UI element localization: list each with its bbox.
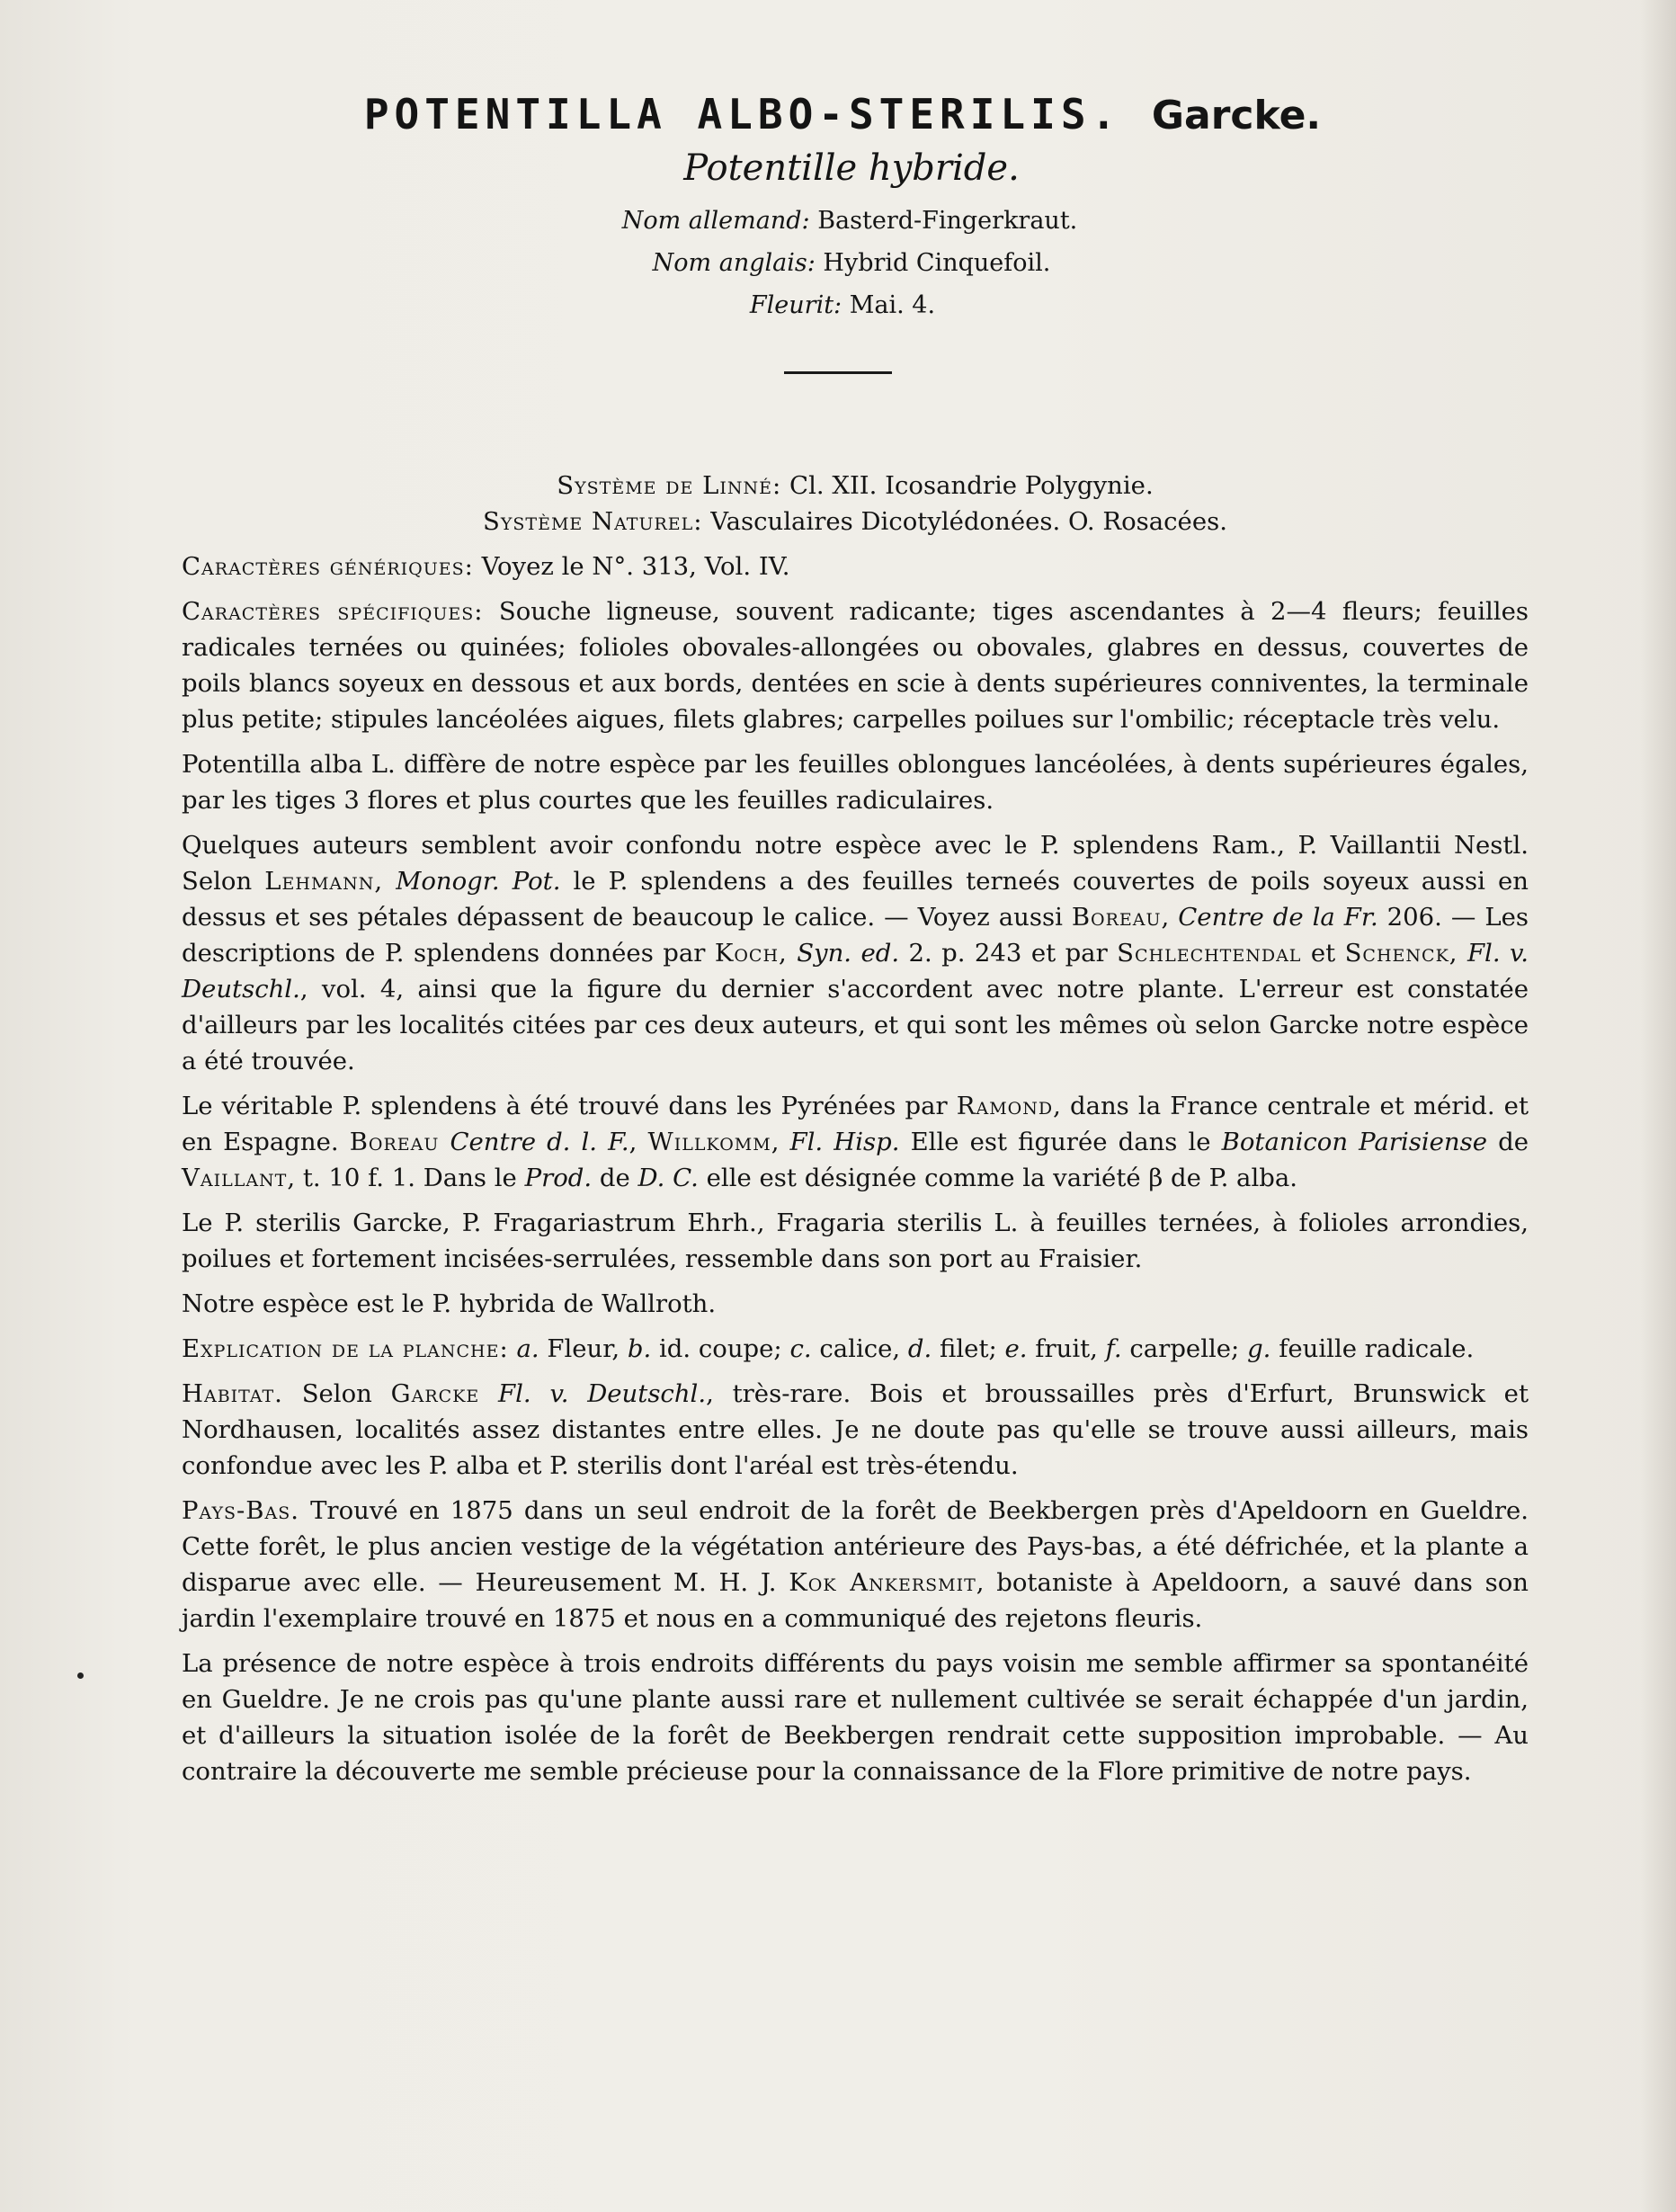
paragraph-sterilis: Le P. sterilis Garcke, P. Fragariastrum Ehrh., Fragaria sterilis L. à feuilles ternées, à folioles arrondies, poilues et fortement incisées-serrulées, ressemble dans son port au Fraisier. xyxy=(182,1209,1529,1273)
author-kok-ankersmit: Kok Ankersmit xyxy=(789,1568,976,1597)
author-willkomm: Willkomm xyxy=(647,1128,771,1156)
ref-monogr: Monogr. Pot. xyxy=(396,867,561,896)
english-name-label: Nom anglais: xyxy=(652,249,816,277)
text-run: 206. — Les descriptions de P. splendens données par xyxy=(182,903,1529,968)
bloom-line xyxy=(9,284,1676,326)
ref-flhisp: Fl. Hisp. xyxy=(789,1128,900,1156)
paragraph-hybrida: Notre espèce est le P. hybrida de Wallroth. xyxy=(182,1289,717,1318)
key-f: f. xyxy=(1105,1334,1122,1363)
text-run: , dans la France centrale et mérid. et en Espagne. xyxy=(182,1092,1529,1156)
author-schlechtendal: Schlechtendal xyxy=(1117,939,1302,968)
naturel-line xyxy=(182,504,1529,540)
text-run: de xyxy=(1498,1128,1529,1156)
main-text xyxy=(182,468,1529,1789)
key-b: b. xyxy=(627,1334,652,1363)
author-garcke: Garcke xyxy=(390,1379,480,1408)
linne-label: Système de Linné: xyxy=(557,471,782,500)
text-run: de xyxy=(599,1164,630,1192)
page-subtitle: Potentille hybride. xyxy=(683,147,1020,189)
author-boreau: Boreau xyxy=(1071,903,1162,932)
text-run: Elle est figurée dans le xyxy=(910,1128,1211,1156)
specific-characters xyxy=(182,593,1529,737)
text-run: , t. 10 f. 1. Dans le xyxy=(287,1164,517,1192)
key-g: g. xyxy=(1247,1334,1271,1363)
author-boreau: Boreau xyxy=(349,1128,440,1156)
key-f-text: carpelle; xyxy=(1129,1334,1240,1363)
text-run: elle est désignée comme la variété β de P. alba. xyxy=(706,1164,1297,1192)
author-vaillant: Vaillant xyxy=(182,1164,288,1192)
bloom-label: Fleurit: xyxy=(749,291,842,319)
species-author: Garcke. xyxy=(1151,93,1322,138)
paragraph-presence: La présence de notre espèce à trois endroits différents du pays voisin me semble affirmer sa spontanéité en Gueldre. Je ne crois pas qu'une plante aussi rare et nullement cultivée se serait échappée d'un jardin, et d'ailleurs la situation isolée de la forêt de Beekbergen rendrait cette supposition improbable. — Au contraire la découverte me semble précieuse pour la connaissance de la Flore primitive de notre pays. xyxy=(182,1649,1529,1786)
author-schenck: Schenck, xyxy=(1344,939,1458,968)
text-run: Le véritable P. splendens à été trouvé dans les Pyrénées par xyxy=(182,1092,948,1120)
key-d: d. xyxy=(907,1334,932,1363)
german-name-line xyxy=(23,200,1676,242)
text-run: , botaniste à Apeldoorn, a sauvé dans son jardin l'exemplaire trouvé en 1875 et nous en a communiqué des rejetons fleuris. xyxy=(182,1568,1529,1633)
generic-label: Caractères génériques: xyxy=(182,552,474,581)
text-run: Selon xyxy=(301,1379,372,1408)
text-run: , vol. 4, ainsi que la figure du dernier s'accordent avec notre plante. L'erreur est constatée d'ailleurs par les localités citées par ces deux auteurs, et qui sont les mêmes où selon Garcke notre espèce a été trouvée. xyxy=(182,975,1529,1075)
text-run: Quelques auteurs semblent avoir confondu notre espèce avec le P. splendens Ram., P. Vaillantii Nestl. Selon xyxy=(182,831,1529,896)
german-name-value: Basterd-Fingerkraut. xyxy=(817,207,1078,235)
ref-prod: Prod. xyxy=(524,1164,593,1192)
ref-centre: Centre d. l. F. xyxy=(450,1128,629,1156)
specific-text: Souche ligneuse, souvent radicante; tiges ascendantes à 2—4 fleurs; feuilles radicales ternées ou quinées; folioles obovales-allongées ou obovales, glabres en dessus, couvertes de poils blancs soyeux en dessous et aux bords, dentées en scie à dents supérieures conniventes, la terminale plus petite; stipules lancéolées aigues, filets glabres; carpelles poilues sur l'ombilic; réceptacle très velu. xyxy=(182,597,1529,734)
key-e-text: fruit, xyxy=(1035,1334,1098,1363)
ref-dc: D. C. xyxy=(637,1164,699,1192)
key-c: c. xyxy=(789,1334,812,1363)
key-e: e. xyxy=(1004,1334,1028,1363)
linne-value: Cl. XII. Icosandrie Polygynie. xyxy=(789,471,1154,500)
text-run: et xyxy=(1310,939,1336,968)
plate-explanation xyxy=(182,1331,1529,1367)
generic-text: Voyez le N°. 313, Vol. IV. xyxy=(481,552,790,581)
ref-syn: Syn. ed. xyxy=(797,939,900,968)
key-g-text: feuille radicale. xyxy=(1279,1334,1475,1363)
paragraph-veritable: Le véritable P. splendens à été trouvé dans les Pyrénées par Ramond, dans la France centrale et mérid. et en Espagne. Boreau Centre d. l. F., Willkomm, Fl. Hisp. Elle est figurée dans le Botanicon Parisiense de Vaillant, t. 10 f. 1. Dans le Prod. de D. C. elle est désignée comme la variété β de P. alba. xyxy=(182,1092,1529,1192)
common-names xyxy=(0,200,1676,326)
key-c-text: calice, xyxy=(819,1334,901,1363)
text-run: 2. p. 243 et par xyxy=(908,939,1108,968)
naturel-value: Vasculaires Dicotylédonées. O. Rosacées. xyxy=(710,507,1227,536)
header-divider xyxy=(784,371,892,374)
species-name: POTENTILLA ALBO-STERILIS. xyxy=(363,90,1122,138)
ink-speck xyxy=(77,1672,84,1679)
key-a-text: Fleur, xyxy=(547,1334,620,1363)
habitat-paragraph xyxy=(182,1376,1529,1484)
naturel-label: Système Naturel: xyxy=(483,507,703,536)
explication-label: Explication de la planche: xyxy=(182,1334,509,1363)
key-b-text: id. coupe; xyxy=(659,1334,782,1363)
specific-label: Caractères spécifiques: xyxy=(182,597,484,626)
english-name-value: Hybrid Cinquefoil. xyxy=(823,249,1051,277)
author-koch: Koch, xyxy=(714,939,788,968)
bloom-value: Mai. 4. xyxy=(849,291,936,319)
text-run: le P. splendens a des feuilles terneés couvertes de poils soyeux aussi en dessus et ses pétales dépassent de beaucoup le calice. — Voyez aussi xyxy=(182,867,1529,932)
english-name-line xyxy=(27,242,1676,284)
key-a: a. xyxy=(516,1334,539,1363)
page-header xyxy=(0,90,1676,374)
author-lehmann: Lehmann, xyxy=(264,867,384,896)
ref-centre: Centre de la Fr. xyxy=(1178,903,1378,932)
paysbas-paragraph xyxy=(182,1493,1529,1637)
author-ramond: Ramond xyxy=(956,1092,1054,1120)
habitat-label: Habitat. xyxy=(182,1379,283,1408)
generic-characters xyxy=(182,549,1529,584)
ref-flora: Fl. v. Deutschl. xyxy=(498,1379,707,1408)
key-d-text: filet; xyxy=(940,1334,997,1363)
linne-line xyxy=(182,468,1529,504)
page-title xyxy=(9,90,1676,138)
paragraph-alba: Potentilla alba L. diffère de notre espèce par les feuilles oblongues lancéolées, à dents supérieures égales, par les tiges 3 flores et plus courtes que les feuilles radiculaires. xyxy=(182,750,1529,815)
german-name-label: Nom allemand: xyxy=(621,207,810,235)
paragraph-auteurs: Quelques auteurs semblent avoir confondu notre espèce avec le P. splendens Ram., P. Vaillantii Nestl. Selon Lehmann, Monogr. Pot. le P. splendens a des feuilles terneés couvertes de poils soyeux aussi en dessus et ses pétales dépassent de beaucoup le calice. — Voyez aussi Boreau, Centre de la Fr. 206. — Les descriptions de P. splendens données par Koch, Syn. ed. 2. p. 243 et par Schlechtendal et Schenck, Fl. v. Deutschl., vol. 4, ainsi que la figure du dernier s'accordent avec notre plante. L'erreur est constatée d'ailleurs par les localités citées par ces deux auteurs, et qui sont les mêmes où selon Garcke notre espèce a été trouvée. xyxy=(182,831,1529,1075)
ref-flora: Fl. v. Deutschl. xyxy=(182,939,1529,1003)
ref-botanicon: Botanicon Parisiense xyxy=(1221,1128,1488,1156)
text-run: Trouvé en 1875 dans un seul endroit de la forêt de Beekbergen près d'Apeldoorn en Gueldre. Cette forêt, le plus ancien vestige de la végétation antérieure des Pays-bas, a été défrichée, et la plante a disparue avec elle. — Heureusement M. H. J. xyxy=(182,1496,1529,1597)
text-run: , très-rare. Bois et broussailles près d'Erfurt, Brunswick et Nordhausen, localités assez distantes entre elles. Je ne doute pas qu'elle se trouve aussi ailleurs, mais confondue avec les P. alba et P. sterilis dont l'aréal est très-étendu. xyxy=(182,1379,1529,1480)
paysbas-label: Pays-Bas. xyxy=(182,1496,299,1525)
